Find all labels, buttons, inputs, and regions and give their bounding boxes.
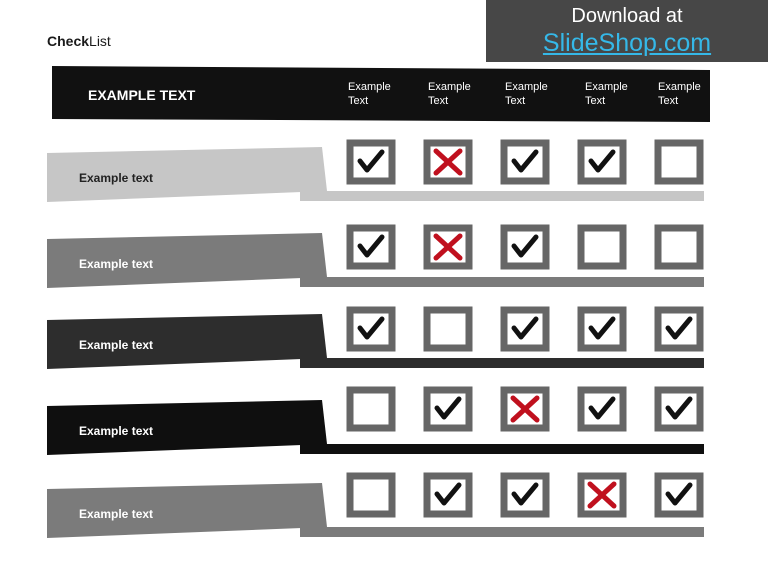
row-line-5	[300, 527, 704, 537]
checkbox-r1-c4[interactable]	[577, 139, 627, 185]
checkbox-r5-c2[interactable]	[423, 472, 473, 518]
row-label-4: Example text	[79, 424, 154, 438]
checkbox-r4-c1[interactable]	[346, 386, 396, 432]
checkbox-r4-c2[interactable]	[423, 386, 473, 432]
column-header-2: Example Text	[428, 81, 471, 107]
row-label-3: Example text	[79, 338, 154, 352]
title-bold: Check	[47, 33, 90, 49]
row-line-1	[300, 191, 704, 201]
checkbox-r4-c3[interactable]	[500, 386, 550, 432]
checkbox-r2-c1[interactable]	[346, 224, 396, 270]
column-header-1: Example Text	[348, 81, 391, 107]
row-line-2	[300, 277, 704, 287]
row-line-3	[300, 358, 704, 368]
checkbox-r3-c4[interactable]	[577, 306, 627, 352]
checkbox-r1-c1[interactable]	[346, 139, 396, 185]
checkbox-r5-c5[interactable]	[654, 472, 704, 518]
checkbox-r1-c2[interactable]	[423, 139, 473, 185]
checkbox-r5-c1[interactable]	[346, 472, 396, 518]
column-header-3: Example Text	[505, 81, 548, 107]
checkbox-r2-c5[interactable]	[654, 224, 704, 270]
checkbox-r3-c5[interactable]	[654, 306, 704, 352]
checkbox-r3-c3[interactable]	[500, 306, 550, 352]
column-header-4: Example Text	[585, 81, 628, 107]
checkbox-r1-c5[interactable]	[654, 139, 704, 185]
checkbox-r4-c5[interactable]	[654, 386, 704, 432]
checkbox-r3-c2[interactable]	[423, 306, 473, 352]
checkbox-r2-c4[interactable]	[577, 224, 627, 270]
row-label-2: Example text	[79, 257, 154, 271]
checkbox-r5-c4[interactable]	[577, 472, 627, 518]
column-header-5: Example Text	[658, 81, 701, 107]
checkbox-r5-c3[interactable]	[500, 472, 550, 518]
row-label-1: Example text	[79, 171, 154, 185]
checkbox-r1-c3[interactable]	[500, 139, 550, 185]
checkbox-r4-c4[interactable]	[577, 386, 627, 432]
row-label-5: Example text	[79, 507, 154, 521]
download-link[interactable]: SlideShop.com	[542, 29, 712, 57]
header-title: EXAMPLE TEXT	[88, 87, 196, 103]
checkbox-r2-c2[interactable]	[423, 224, 473, 270]
title-light: List	[89, 33, 111, 49]
row-line-4	[300, 444, 704, 454]
download-label: Download at	[571, 5, 683, 27]
checkbox-r2-c3[interactable]	[500, 224, 550, 270]
checkbox-r3-c1[interactable]	[346, 306, 396, 352]
